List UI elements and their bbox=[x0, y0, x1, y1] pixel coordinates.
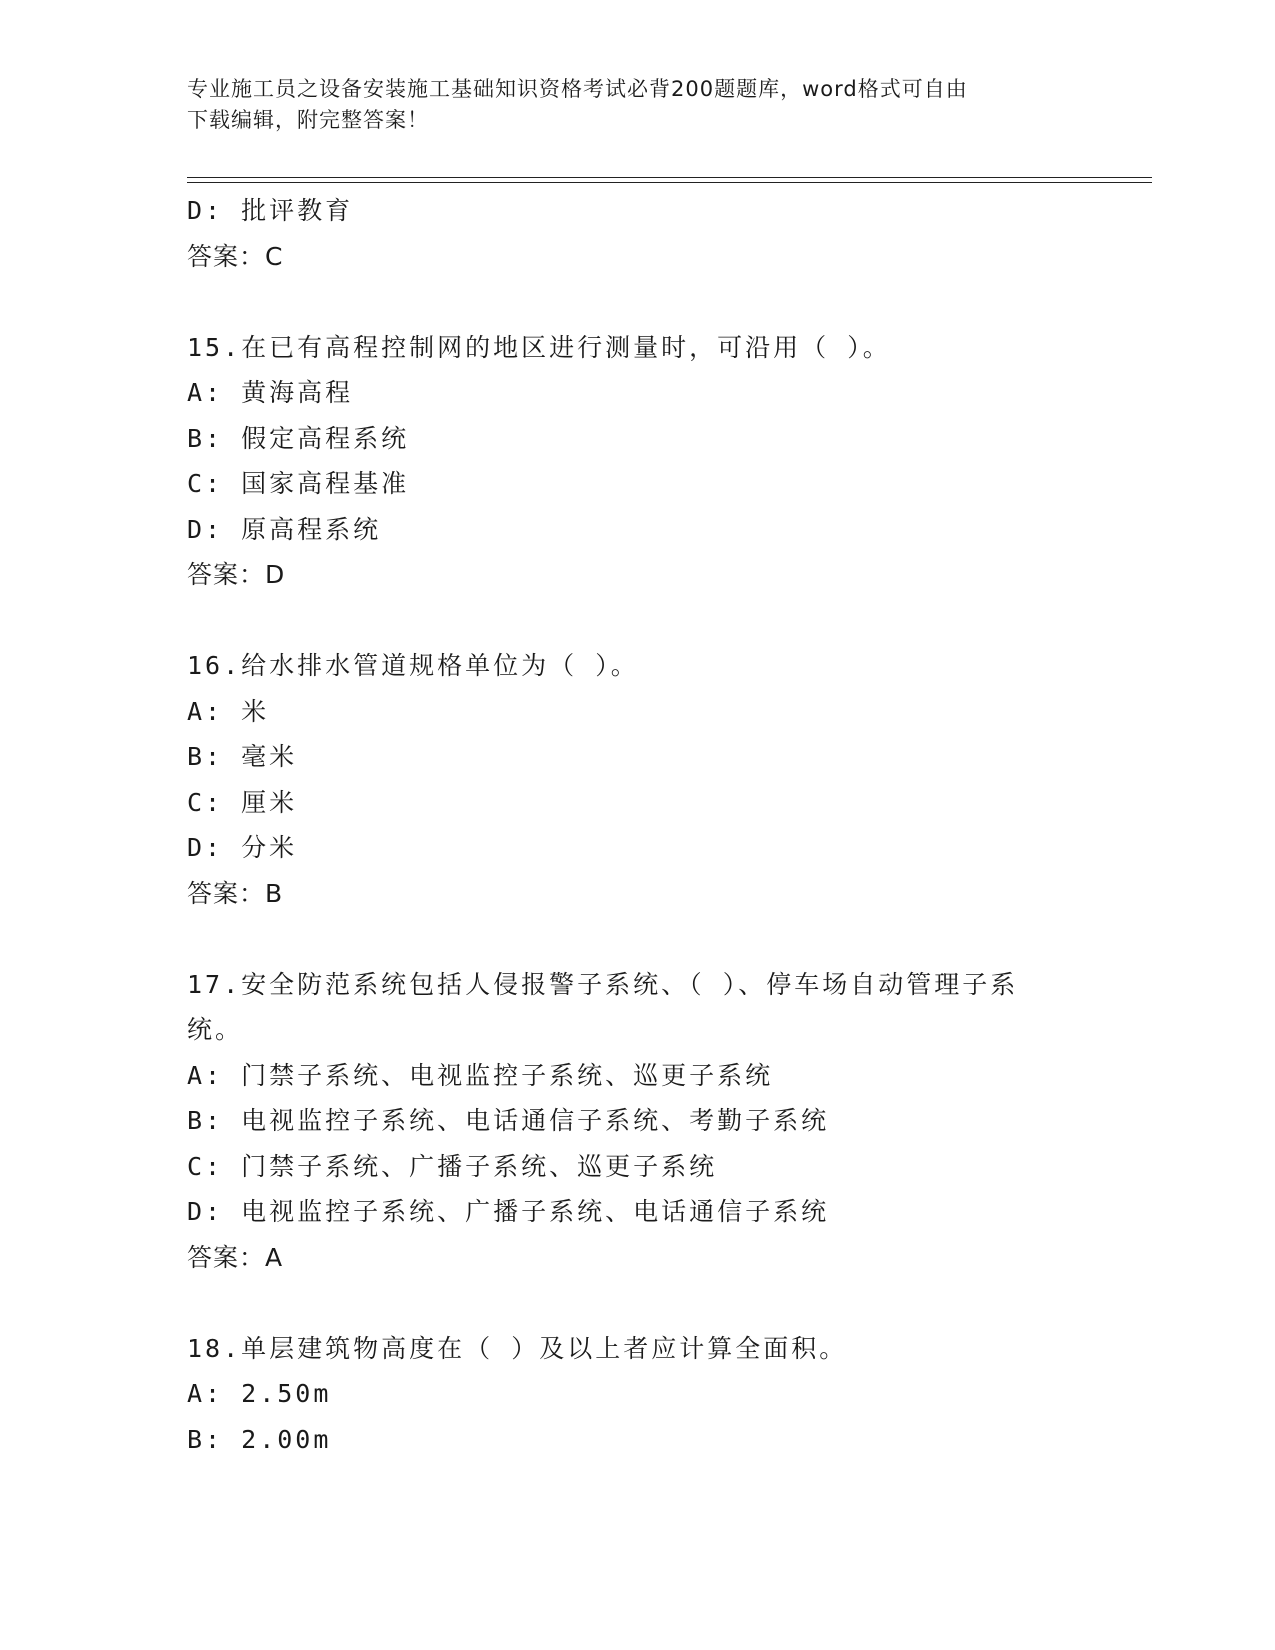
header-divider-bottom bbox=[187, 182, 1152, 183]
header-line-1: 专业施工员之设备安装施工基础知识资格考试必背200题题库，word格式可自由 bbox=[187, 77, 968, 101]
answer: 答案：B bbox=[187, 878, 284, 908]
option-c: C: 门禁子系统、广播子系统、巡更子系统 bbox=[187, 1151, 718, 1181]
spacer bbox=[187, 598, 1087, 644]
question-16 bbox=[187, 643, 1087, 916]
option-c: C: 厘米 bbox=[187, 787, 298, 817]
spacer bbox=[187, 1280, 1087, 1326]
option-a: A: 门禁子系统、电视监控子系统、巡更子系统 bbox=[187, 1060, 774, 1090]
answer: 答案：D bbox=[187, 560, 286, 589]
question-stem-line-2: 统。 bbox=[187, 1015, 244, 1044]
question-17 bbox=[187, 962, 1087, 1281]
option-b: B: 毫米 bbox=[187, 742, 298, 771]
question-list bbox=[187, 188, 1087, 1462]
option-a: A: 黄海高程 bbox=[187, 378, 354, 407]
question-15 bbox=[187, 325, 1087, 598]
question-18 bbox=[187, 1326, 1087, 1463]
option-b: B: 2.00m bbox=[187, 1424, 332, 1454]
option-a: A: 2.50m bbox=[187, 1379, 332, 1408]
option-d: D: 原高程系统 bbox=[187, 514, 382, 544]
option-d: D: 分米 bbox=[187, 833, 298, 862]
option-b: B: 电视监控子系统、电话通信子系统、考勤子系统 bbox=[187, 1106, 830, 1135]
question-stem: 15.在已有高程控制网的地区进行测量时，可沿用（ ）。 bbox=[187, 332, 891, 362]
prev-option-d: D: 批评教育 bbox=[187, 196, 354, 225]
spacer bbox=[187, 916, 1087, 962]
option-c: C: 国家高程基准 bbox=[187, 469, 410, 498]
prev-answer: 答案：C bbox=[187, 241, 284, 271]
document-header bbox=[187, 74, 1087, 136]
header-line-2: 下载编辑，附完整答案！ bbox=[187, 108, 429, 132]
answer: 答案：A bbox=[187, 1242, 284, 1272]
option-a: A: 米 bbox=[187, 696, 270, 726]
question-stem: 18.单层建筑物高度在（ ）及以上者应计算全面积。 bbox=[187, 1333, 848, 1363]
option-b: B: 假定高程系统 bbox=[187, 423, 410, 453]
option-d: D: 电视监控子系统、广播子系统、电话通信子系统 bbox=[187, 1197, 830, 1226]
spacer bbox=[187, 279, 1087, 325]
question-stem-line-1: 17.安全防范系统包括人侵报警子系统、（ ）、停车场自动管理子系 bbox=[187, 969, 1019, 999]
question-stem: 16.给水排水管道规格单位为（ ）。 bbox=[187, 651, 639, 680]
header-divider-top bbox=[187, 177, 1152, 178]
